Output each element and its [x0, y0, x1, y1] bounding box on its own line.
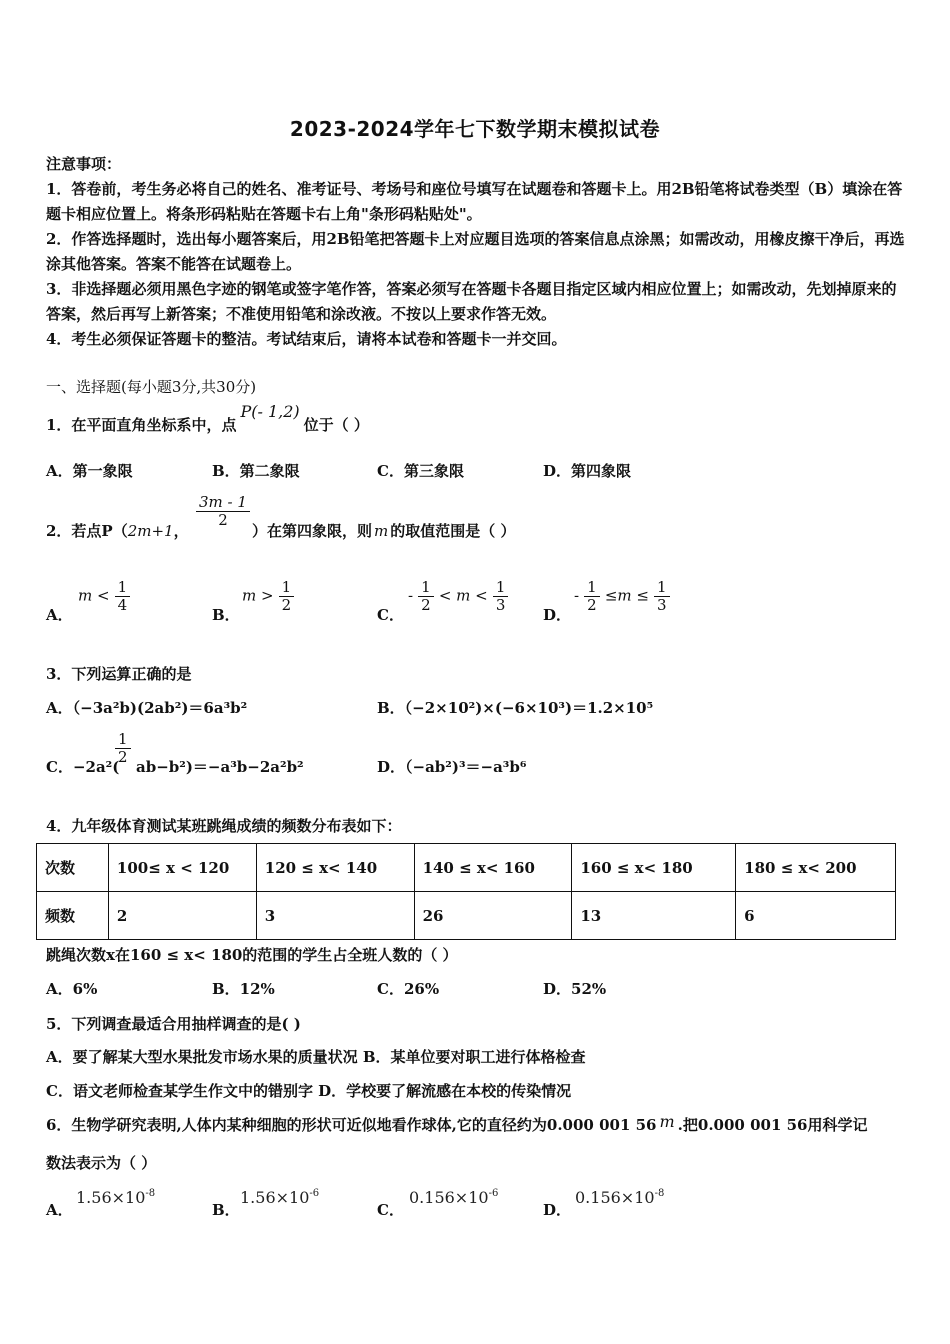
q2-option-d [574, 579, 670, 613]
q2-c-mid: < m < [438, 586, 488, 605]
q4-option-b: B．12% [212, 980, 275, 998]
q2-option-c [408, 579, 508, 613]
page-title: 2023-2024学年七下数学期末模拟试卷 [289, 117, 661, 141]
q1-point: P(- 1,2) [240, 402, 300, 421]
q2-stem-p4: 的取值范围是（ ） [390, 522, 516, 540]
q1-option-a: A．第一象限 [46, 462, 133, 480]
table-cell: 140 ≤ x< 160 [414, 844, 572, 892]
q1-option-b: B．第二象限 [212, 462, 300, 480]
notice-item: 3．非选择题必须用黑色字迹的钢笔或签字笔作答，答案必须写在答题卡各题目指定区域内相应位置上；如需改动，先划掉原来的答案，然后再写上新答案；不准使用铅笔和涂改液。不按以上要求作答无效。 [46, 280, 897, 323]
q2-d-den1: 2 [587, 595, 597, 614]
q6-label-b: B． [212, 1201, 240, 1219]
q4-question: 跳绳次数x在160 ≤ x< 180的范围的学生占全班人数的（ ） [46, 946, 458, 964]
q2-b-num: 1 [279, 579, 295, 597]
q3-option-a: A．（−3a²b)(2ab²)＝6a³b² [46, 699, 248, 717]
q2-label-a: A． [46, 606, 73, 624]
notice-block [46, 152, 906, 352]
q2-b-den: 2 [281, 595, 292, 614]
q6-label-c: C． [377, 1201, 404, 1219]
q3-c-num: 1 [115, 731, 131, 749]
q2-c-num2: 1 [493, 579, 509, 597]
q2-c-num1: 1 [418, 579, 434, 597]
q2-stem-p1: 2．若点P（ [46, 522, 128, 540]
q6-stem-b: .把0.000 001 56用科学记 [677, 1116, 868, 1134]
q4-option-d: D．52% [543, 980, 607, 998]
table-cell: 120 ≤ x< 140 [256, 844, 414, 892]
q2-stem-p3: ）在第四象限，则 [252, 522, 373, 540]
q5-options-line2: C．语文老师检查某学生作文中的错别字 D．学校要了解流感在本校的传染情况 [46, 1082, 572, 1100]
q2-stem-end [252, 520, 515, 541]
q2-fraction-numerator: 3m - 1 [196, 494, 250, 512]
q2-label-b: B． [212, 606, 240, 624]
q6-option-a [76, 1188, 155, 1207]
q6-stem-2: 数法表示为（ ） [46, 1154, 157, 1172]
q6-c-exp: -6 [488, 1188, 499, 1199]
q4-option-c: C．26% [377, 980, 440, 998]
section-heading: 一、选择题(每小题3分,共30分) [46, 378, 257, 396]
q3-c-fraction [115, 731, 131, 765]
q2-c-neg: - [408, 586, 414, 605]
q2-d-num1: 1 [584, 579, 600, 597]
q6-c-base: 0.156×10 [409, 1188, 489, 1207]
q6-a-exp: -8 [145, 1188, 156, 1199]
q3-option-c-post: ab−b²)＝−a³b−2a²b² [136, 758, 304, 776]
q2-option-a [78, 579, 130, 613]
table-cell: 次数 [37, 844, 109, 892]
q1-stem-after: 位于（ ） [303, 416, 369, 434]
q2-d-mid: ≤m ≤ [604, 586, 649, 605]
q3-option-c-pre: C．−2a²( [46, 758, 120, 776]
q2-label-c: C． [377, 606, 404, 624]
q5-options-line1: A．要了解某大型水果批发市场水果的质量状况 B．某单位要对职工进行体格检查 [46, 1048, 586, 1066]
q2-c-den2: 3 [495, 595, 506, 614]
q6-stem-a: 6．生物学研究表明,人体内某种细胞的形状可近似地看作球体,它的直径约为0.000 001 56 [46, 1116, 657, 1134]
q2-a-num: 1 [115, 579, 131, 597]
notice-heading: 注意事项： [46, 155, 122, 173]
notice-item: 2．作答选择题时，选出每小题答案后，用2B铅笔把答题卡上对应题目选项的答案信息点涂黑；如需改动，用橡皮擦干净后，再选涂其他答案。答案不能答在试题卷上。 [46, 230, 905, 273]
table-cell: 13 [572, 892, 736, 940]
q3-option-b: B．（−2×10²)×(−6×10³)＝1.2×10⁵ [377, 699, 654, 717]
frequency-table [36, 843, 896, 940]
q3-option-d: D．（−ab²)³＝−a³b⁶ [377, 758, 527, 776]
q1-option-d: D．第四象限 [543, 462, 632, 480]
q1-option-c: C．第三象限 [377, 462, 464, 480]
q6-option-b [240, 1188, 319, 1207]
table-cell: 2 [108, 892, 256, 940]
q6-unit: m [659, 1112, 675, 1131]
q2-option-b [242, 579, 294, 613]
q2-d-num2: 1 [654, 579, 670, 597]
q2-c-den1: 2 [421, 595, 431, 614]
q2-fraction-denominator: 2 [218, 510, 228, 529]
q6-label-d: D． [543, 1201, 572, 1219]
q2-stem-p2: ， [173, 522, 189, 540]
q3-c-den: 2 [118, 747, 128, 766]
q2-label-d: D． [543, 606, 572, 624]
q6-b-exp: -6 [309, 1188, 320, 1199]
q4-stem: 4．九年级体育测试某班跳绳成绩的频数分布表如下： [46, 817, 402, 835]
table-cell: 频数 [37, 892, 109, 940]
q6-a-base: 1.56×10 [76, 1188, 146, 1207]
q6-d-base: 0.156×10 [575, 1188, 655, 1207]
table-cell: 3 [256, 892, 414, 940]
q2-d-den2: 3 [657, 595, 667, 614]
q6-d-exp: -8 [654, 1188, 665, 1199]
table-row [37, 844, 896, 892]
q4-option-a: A．6% [46, 980, 98, 998]
q2-stem-start [46, 520, 189, 541]
q6-b-base: 1.56×10 [240, 1188, 310, 1207]
q6-label-a: A． [46, 1201, 73, 1219]
q2-fraction [196, 494, 250, 528]
q1-stem-before: 1．在平面直角坐标系中，点 [46, 416, 237, 434]
q2-expression: 2m+1 [127, 522, 174, 540]
notice-item: 1．答卷前，考生务必将自己的姓名、准考证号、考场号和座位号填写在试题卷和答题卡上。用2B铅笔将试卷类型（B）填涂在答题卡相应位置上。将条形码粘贴在答题卡右上角"条形码粘贴处"。 [46, 180, 903, 223]
q2-a-lhs: m < [78, 586, 110, 605]
q2-variable: m [374, 522, 389, 540]
q6-option-c [409, 1188, 498, 1207]
q1-stem [46, 402, 369, 435]
q2-b-lhs: m > [242, 586, 274, 605]
q2-d-neg: - [574, 586, 580, 605]
table-row [37, 892, 896, 940]
table-cell: 100≤ x < 120 [108, 844, 256, 892]
notice-item: 4．考生必须保证答题卡的整洁。考试结束后，请将本试卷和答题卡一并交回。 [46, 330, 567, 348]
table-cell: 160 ≤ x< 180 [572, 844, 736, 892]
q5-stem: 5．下列调查最适合用抽样调查的是( ) [46, 1015, 301, 1033]
q6-option-d [575, 1188, 664, 1207]
table-cell: 26 [414, 892, 572, 940]
q6-stem [46, 1114, 867, 1135]
q2-a-den: 4 [117, 595, 128, 614]
q3-stem: 3．下列运算正确的是 [46, 665, 192, 683]
table-cell: 180 ≤ x< 200 [736, 844, 896, 892]
table-cell: 6 [736, 892, 896, 940]
